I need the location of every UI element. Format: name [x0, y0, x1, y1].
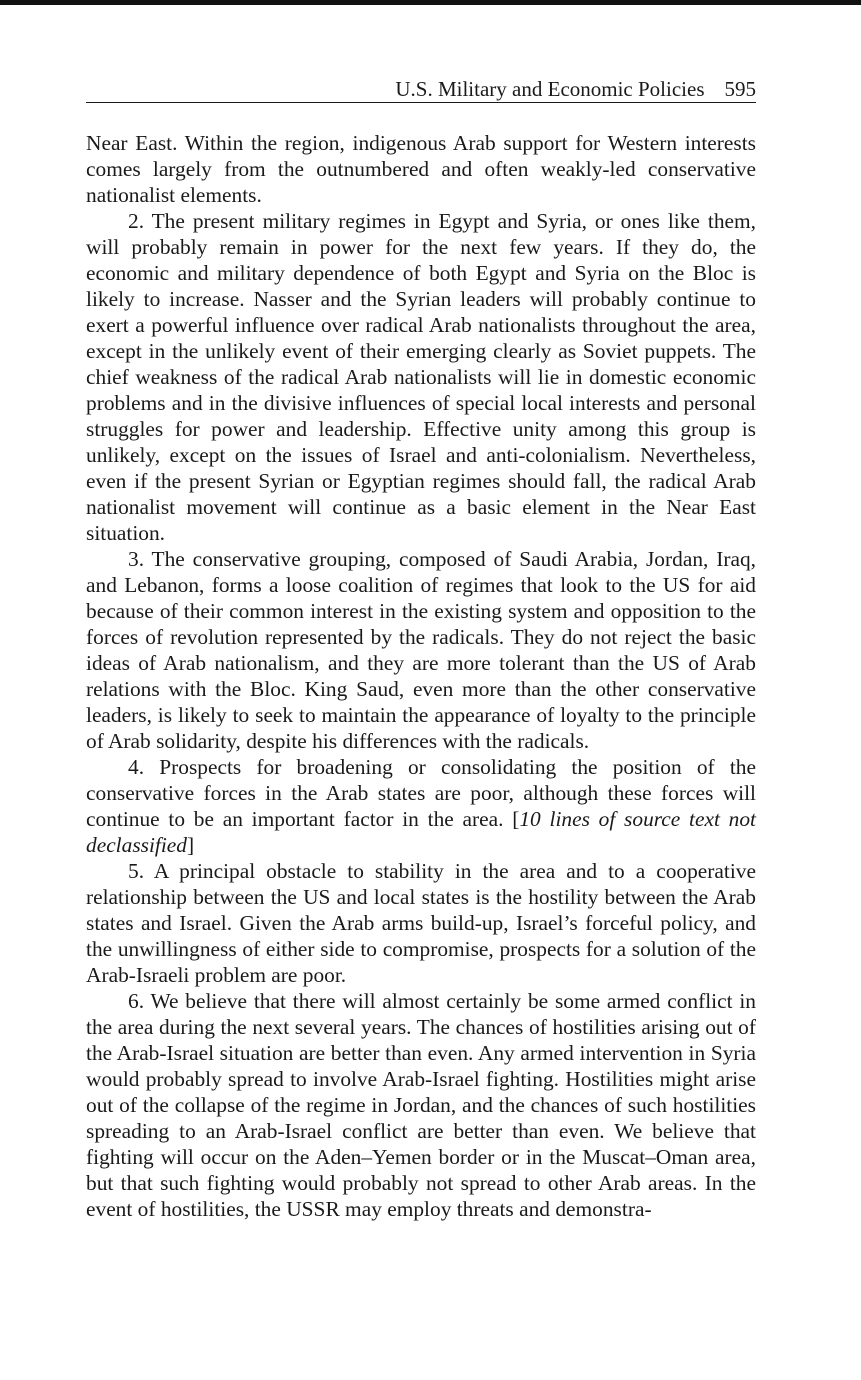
paragraph-4-text: 4. Prospects for broadening or consolidating the position of the conservative forces in the Arab states are poor, although these forces will continue to be an important factor in the area. — [86, 755, 756, 831]
document-body — [86, 130, 756, 1222]
editorial-note: 10 lines of source text not declassified — [86, 807, 756, 857]
paragraph-2: 2. The present military regimes in Egypt and Syria, or ones like them, will probably remain in power for the next few years. If they do, the economic and military dependence of both Egypt and Syria on the Bloc is likely to increase. Nasser and the Syrian leaders will probably continue to exert a powerful influence over radical Arab nationalists throughout the area, except in the unlikely event of their emerging clearly as Soviet puppets. The chief weakness of the radical Arab nationalists will lie in domestic economic problems and in the divisive influences of special local interests and personal struggles for power and leadership. Effective unity among this group is unlikely, except on the issues of Israel and anti-colonialism. Nevertheless, even if the present Syrian or Egyptian regimes should fall, the radical Arab nationalist movement will continue as a basic element in the Near East situation. — [86, 209, 756, 545]
top-border-rule — [0, 0, 861, 5]
editorial-close-bracket: ] — [187, 833, 195, 857]
paragraph-continued: Near East. Within the region, indigenous Arab support for Western interests comes largely from the outnumbered and often weakly-led conservative nationalist elements. — [86, 131, 756, 207]
paragraph-6: 6. We believe that there will almost certainly be some armed conflict in the area during the next several years. The chances of hostilities arising out of the Arab-Israel situation are better than even. Any armed intervention in Syria would probably spread to involve Arab-Israel fighting. Hostilities might arise out of the collapse of the regime in Jordan, and the chances of such hostilities spreading to an Arab-Israel conflict are better than even. We believe that fighting will occur on the Aden–Yemen border or in the Muscat–Oman area, but that such fighting would probably not spread to other Arab areas. In the event of hostilities, the USSR may employ threats and demonstra- — [86, 989, 756, 1221]
editorial-open-bracket: [ — [512, 807, 520, 831]
paragraph-4 — [86, 754, 756, 858]
paragraph-3: 3. The conservative grouping, composed of Saudi Arabia, Jordan, Iraq, and Lebanon, forms a loose coalition of regimes that look to the US for aid because of their common interest in the existing system and opposition to the forces of revolution represented by the radicals. They do not reject the basic ideas of Arab nationalism, and they are more tolerant than the US of Arab relations with the Bloc. King Saud, even more than the other conservative leaders, is likely to seek to maintain the appearance of loyalty to the principle of Arab solidarity, despite his differences with the radicals. — [86, 547, 756, 753]
page-number: 595 — [724, 77, 756, 101]
running-header — [86, 76, 756, 103]
running-title: U.S. Military and Economic Policies — [395, 77, 705, 101]
paragraph-5: 5. A principal obstacle to stability in the area and to a cooperative relationship between the US and local states is the hostility between the Arab states and Israel. Given the Arab arms build-up, Israel’s forceful policy, and the unwillingness of either side to compromise, prospects for a solution of the Arab-Israeli problem are poor. — [86, 859, 756, 987]
